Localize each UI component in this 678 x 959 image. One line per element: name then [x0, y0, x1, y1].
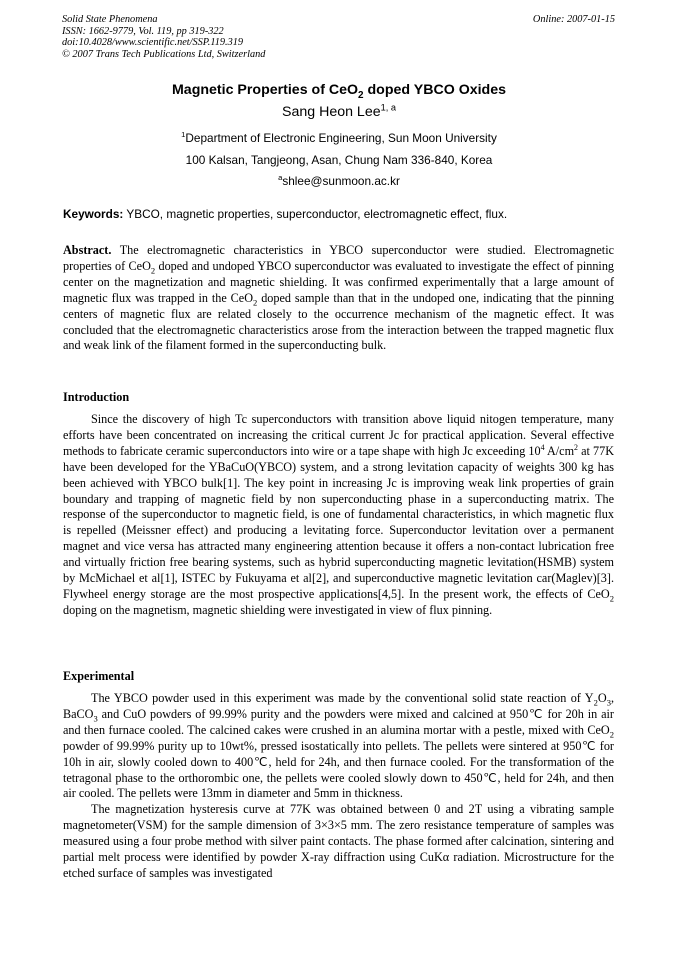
email-sup: a	[278, 173, 283, 183]
journal-doi: doi:10.4028/www.scientific.net/SSP.119.319	[62, 37, 244, 49]
exp-text-2: O	[597, 691, 607, 705]
paper-title	[0, 82, 678, 101]
title-post: doped YBCO Oxides	[363, 82, 507, 98]
keywords-text: YBCO, magnetic properties, superconductor, electromagnetic effect, flux.	[123, 207, 508, 221]
experimental-body	[63, 691, 614, 882]
title-sub: 2	[358, 89, 364, 101]
experimental-heading: Experimental	[63, 669, 135, 683]
affiliation-sup: 1	[181, 130, 186, 140]
author-email: shlee@sunmoon.ac.kr	[282, 174, 400, 188]
journal-name: Solid State Phenomena	[62, 14, 158, 25]
intro-sup-2: 2	[574, 442, 579, 452]
abstract-sub-2: 2	[253, 297, 258, 308]
exp-sub-2: 3	[606, 697, 611, 708]
introduction-heading: Introduction	[63, 390, 130, 404]
exp-text-3: , BaCO	[63, 691, 614, 721]
author-name: Sang Heon Lee	[282, 104, 381, 120]
online-date: Online: 2007-01-15	[532, 14, 615, 25]
introduction-body	[63, 412, 614, 619]
intro-sub-3: 2	[609, 593, 614, 604]
exp-sub-4: 2	[609, 729, 614, 740]
affiliation-line-1	[0, 131, 678, 145]
abstract-text-3: doped sample than that in the undoped one, indicating that the pinning centers of magnetic flux are related closely to the occurrence mechanism of the magnetic effect. It was concluded that the electromagnetic characteristics arose from the interaction between the trapped magnetic flux and weak link of the filament formed in the superconducting bulk.	[63, 290, 614, 353]
exp-sub-1: 2	[593, 697, 598, 708]
journal-header	[62, 14, 265, 60]
affiliation-line-2: 100 Kalsan, Tangjeong, Asan, Chung Nam 336-840, Korea	[185, 153, 493, 167]
abstract-sub-1: 2	[150, 265, 156, 276]
abstract	[63, 243, 614, 354]
author-sup: 1, a	[380, 102, 396, 113]
author-line	[0, 104, 678, 120]
exp-text-5: powder of 99.99% purity up to 10wt%, pressed isostatically into pellets. The pellets were sintered at 950℃ for 10h in air, slowly cooled down to 400℃, held for 24h, and then furnace cooled. For the transformation of the tetragonal phase to the orthorombic one, the pellets were cooled slowly down to 450℃, held for 24h, and then air cooled. The pellets were 13mm in diameter and 5mm in thickness.	[63, 738, 614, 801]
exp-text-4: and CuO powders of 99.99% purity and the powders were mixed and calcined at 950℃ for 20h in air and then furnace cooled. The calcined cakes were crushed in an alumina mortar with a pestle, mixed with CeO	[63, 706, 614, 737]
intro-text-3: at 77K have been developed for the YBaCuO(YBCO) system, and a strong levitation capacity of weights 300 kg has been achieved with YBCO bulk[1]. The key point in increasing Jc is improving weak link properties of grain boundary and trapping of magnetic field by non superconducting phase in a superconducting matrix. The response of the superconductor to magnetic field, is one of fundamental characteristics, in which magnetic flux is repelled (Meissner effect) and producing a levitating force. Superconductor levitation over a permanent magnet and vice versa has attracted many engineering attention because it offers a non-contact lubrication free and virtually friction free bearing systems, such as hybrid superconducting magnetic levitation(HSMB) system by McMichael et al[1], ISTEC by Fukuyama et al[2], and superconductive magnetic levitation car(Maglev)[3]. Flywheel energy storage are the most prospective applications[4,5]. In the present work, the effects of CeO	[63, 443, 614, 601]
exp-sub-3: 3	[93, 713, 98, 724]
abstract-label: Abstract.	[63, 243, 112, 257]
experimental-paragraph-1	[63, 691, 614, 802]
affiliation-email-line	[0, 174, 678, 188]
exp-text-1: The YBCO powder used in this experiment was made by the conventional solid state reaction of Y	[91, 691, 594, 705]
affiliation-department: Department of Electronic Engineering, Sun Moon University	[185, 131, 497, 145]
intro-text-2: A/cm	[544, 443, 575, 458]
keywords-label: Keywords:	[63, 207, 124, 221]
journal-issn: ISSN: 1662-9779, Vol. 119, pp 319-322	[62, 25, 224, 37]
intro-sup-1: 4	[540, 442, 545, 452]
keywords	[63, 207, 623, 221]
experimental-paragraph-2: The magnetization hysteresis curve at 77K was obtained between 0 and 2T using a vibrating sample magnetometer(VSM) for the sample dimension of 3×3×5 mm. The zero resistance temperature of samples was measured using a four probe method with silver paint contacts. The phase formed after calcination, sintering and partial melt process were identified by powder X-ray diffraction using CuKα radiation. Microstructure for the etched surface of samples was investigated	[63, 802, 614, 880]
abstract-text-1: The electromagnetic characteristics in YBCO superconductor were studied. Electromagnetic properties of CeO	[63, 243, 614, 273]
introduction-paragraph	[63, 412, 614, 619]
intro-text-4: doping on the magnetism, magnetic shielding were investigated in view of flux pinning.	[63, 602, 493, 617]
title-pre: Magnetic Properties of CeO	[171, 82, 359, 98]
abstract-text-2: doped and undoped YBCO superconductor was evaluated to investigate the effect of pinning center on the magnetization and magnetic shielding. It was confirmed experimentally that a large amount of magnetic flux was trapped in the CeO	[63, 258, 615, 305]
intro-text-1: Since the discovery of high Tc superconductors with transition above liquid nitogen temperature, many efforts have been concentrated on increasing the critical current Jc for practical application. Several effective methods to fabricate ceramic superconductors into wire or a tape shape with high Jc exceeding 10	[63, 412, 614, 458]
journal-copyright: © 2007 Trans Tech Publications Ltd, Switzerland	[62, 48, 266, 60]
